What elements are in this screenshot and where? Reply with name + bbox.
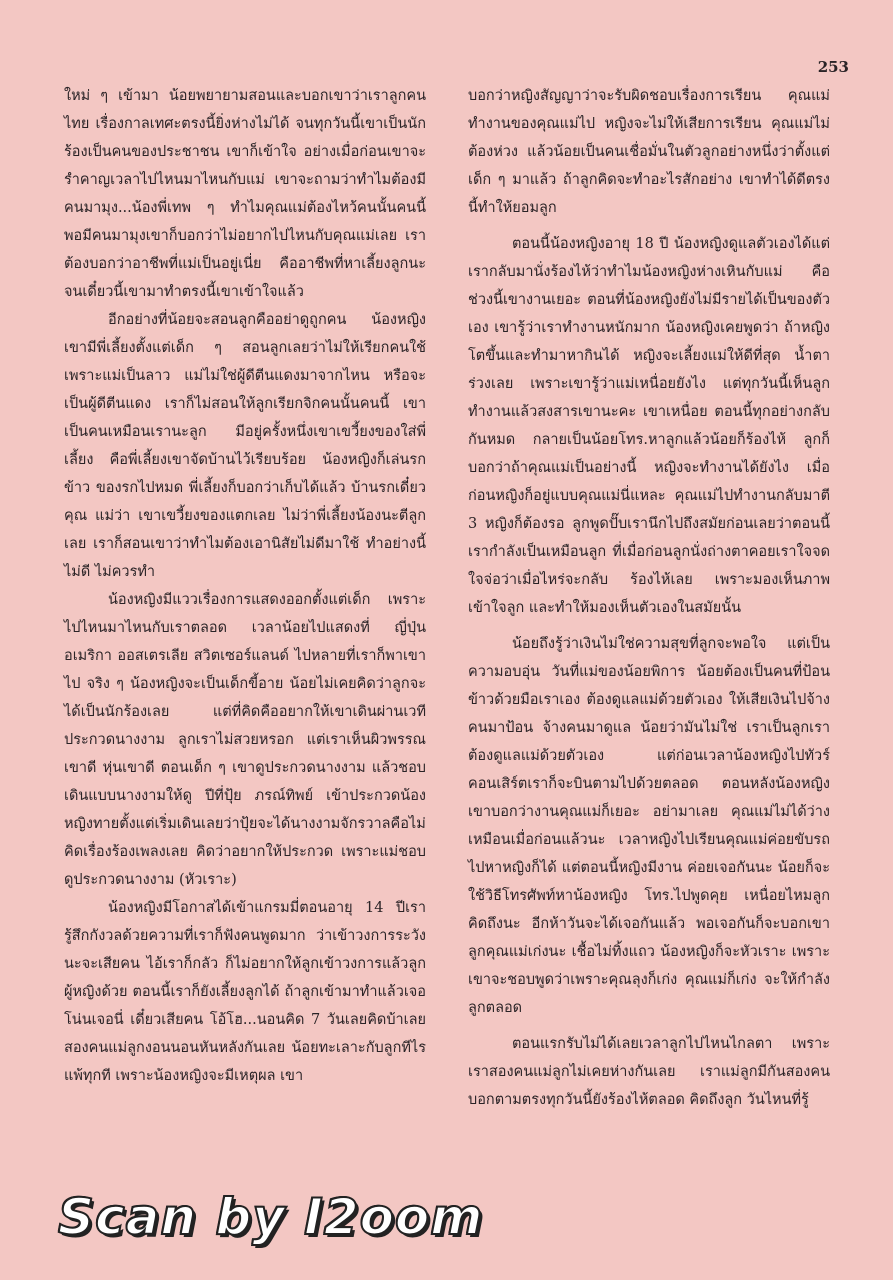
paragraph: ใหม่ ๆ เข้ามา น้อยพยายามสอนและบอกเขาว่าเราลูกคนไทย เรื่องกาลเทศะตรงนี้ยิ่งห่างไม่ได้ จนทุกวันนี้เขาเป็นนักร้องเป็นคนของประชาชน เขาก็เข้าใจ อย่างเมื่อก่อนเขาจะรำคาญเวลาไปไหนมาไหนกับแม่ เขาจะถามว่าทำไมต้องมีคนมามุง...น้องพี่เทพ ๆ ทำไมคุณแม่ต้องไหว้คนนั้นคนนี้ พอมีคนมามุงเขาก็บอกว่าไม่อยากไปไหนกับคุณแม่เลย เราต้องบอกว่าอาชีพที่แม่เป็นอยู่เนี่ย คืออาชีพที่หาเลี้ยงลูกนะ จนเดี๋ยวนี้เขามาทำตรงนี้เขาเข้าใจแล้ว bbox=[64, 88, 426, 300]
paragraph: ตอนแรกรับไม่ได้เลยเวลาลูกไปไหนไกลตา เพราะเราสองคนแม่ลูกไม่เคยห่างกันเลย เราแม่ลูกมีกันสองคนบอกตามตรงทุกวันนี้ยังร้องไห้ตลอด คิดถึงลูก วันไหนที่รู้ bbox=[468, 1036, 830, 1108]
right-column bbox=[468, 82, 830, 1114]
paragraph: อีกอย่างที่น้อยจะสอนลูกคืออย่าดูถูกคน น้องหญิงเขามีพี่เลี้ยงตั้งแต่เด็ก ๆ สอนลูกเลยว่าไม่ให้เรียกคนใช้เพราะแม่เป็นลาว แม่ไม่ใช่ผู้ดีตีนแดงมาจากไหน หรือจะเป็นผู้ดีตีนแดง เราก็ไม่สอนให้ลูกเรียกจิกคนนั้นคนนี้ เขาเป็นคนเหมือนเรานะลูก มีอยู่ครั้งหนึ่งเขาเขวี้ยงของใส่พี่เลี้ยง คือพี่เลี้ยงเขาจัดบ้านไว้เรียบร้อย น้องหญิงก็เล่นรกข้าว ของรกไปหมด พี่เลี้ยงก็บอกว่าเก็บได้แล้ว บ้านรกเดี๋ยวคุณ แม่ว่า เขาเขวี้ยงของแตกเลย ไม่ว่าพี่เลี้ยงน้องนะตีลูกเลย เราก็สอนเขาว่าทำไมต้องเอานิสัยไม่ดีมาใช้ ทำอย่างนี้ไม่ดี ไม่ควรทำ bbox=[64, 312, 426, 580]
paragraph: น้องหญิงมีโอกาสได้เข้าแกรมมี่ตอนอายุ 14 ปีเรารู้สึกกังวลด้วยความที่เราก็ฟังคนพูดมาก ว่าเข้าวงการระวังนะจะเสียคน ไอ้เราก็กลัว ก็ไม่อยากให้ลูกเข้าวงการแล้วลูกผู้หญิงด้วย ตอนนี้เราก็ยังเลี้ยงลูกได้ ถ้าลูกเข้ามาทำแล้วเจอโน่นเจอนี่ เดี๋ยวเสียคน โอ้โฮ...นอนคิด 7 วันเลยคิดบ้าเลย สองคนแม่ลูกงอนนอนหันหลังกันเลย น้อยทะเลาะกับลูกทีไรแพ้ทุกที เพราะน้องหญิงจะมีเหตุผล เขา bbox=[64, 900, 426, 1084]
paragraph: น้อยถึงรู้ว่าเงินไม่ใช่ความสุขที่ลูกจะพอใจ แต่เป็นความอบอุ่น วันที่แม่ของน้อยพิการ น้อยต้องเป็นคนที่ป้อนข้าวด้วยมือเราเอง ต้องดูแลแม่ด้วยตัวเอง ให้เสียเงินไปจ้างคนมาป้อน จ้างคนมาดูแล น้อยว่ามันไม่ใช่ เราเป็นลูกเราต้องดูแลแม่ด้วยตัวเอง แต่ก่อนเวลาน้องหญิงไปทัวร์คอนเสิร์ตเราก็จะบินตามไปด้วยตลอด ตอนหลังน้องหญิงเขาบอกว่างานคุณแม่ก็เยอะ อย่ามาเลย คุณแม่ไม่ได้ว่างเหมือนเมื่อก่อนแล้วนะ เวลาหญิงไปเรียนคุณแม่ค่อยขับรถไปหาหญิงก็ได้ แต่ตอนนี้หญิงมีงาน ค่อยเจอกันนะ น้อยก็จะใช้วิธีโทรศัพท์หาน้องหญิง โทร.ไปพูดคุย เหนื่อยไหมลูก คิดถึงนะ อีกห้าวันจะได้เจอกันแล้ว พอเจอกันก็จะบอกเขา ลูกคุณแม่เก่งนะ เชื้อไม่ทิ้งแถว น้องหญิงก็จะหัวเราะ เพราะเขาจะชอบพูดว่าเพราะคุณลุงก็เก่ง คุณแม่ก็เก่ง จะให้กำลังลูกตลอด bbox=[468, 636, 830, 1016]
page-number: 253 bbox=[817, 58, 849, 76]
paragraph: น้องหญิงมีแววเรื่องการแสดงออกตั้งแต่เด็ก เพราะไปไหนมาไหนกับเราตลอด เวลาน้อยไปแสดงที่ ญี่ปุ่น อเมริกา ออสเตรเลีย สวิตเซอร์แลนด์ ไปหลายที่เราก็พาเขาไป จริง ๆ น้องหญิงจะเป็นเด็กขี้อาย น้อยไม่เคยคิดว่าลูกจะได้เป็นนักร้องเลย แต่ที่คิดคืออยากให้เขาเดินผ่านเวทีประกวดนางงาม ลูกเราไม่สวยหรอก แต่เราเห็นผิวพรรณเขาดี หุ่นเขาดี ตอนเด็ก ๆ เขาดูประกวดนางงาม แล้วชอบเดินแบบนางงามให้ดู ปีที่ปุ้ย ภรณ์ทิพย์ เข้าประกวดน้องหญิงทายตั้งแต่เริ่มเดินเลยว่าปุ้ยจะได้นางงามจักรวาลคือไม่คิดเรื่องร้องเพลงเลย คิดว่าอยากให้ประกวด เพราะแม่ชอบดูประกวดนางงาม (หัวเราะ) bbox=[64, 592, 426, 888]
scan-watermark: Scan by I2oom bbox=[58, 1188, 484, 1246]
paragraph: ตอนนี้น้องหญิงอายุ 18 ปี น้องหญิงดูแลตัวเองได้แต่เรากลับมานั่งร้องไห้ว่าทำไมน้องหญิงห่างเหินกับแม่ คือช่วงนี้เขางานเยอะ ตอนที่น้องหญิงยังไม่มีรายได้เป็นของตัวเอง เขารู้ว่าเราทำงานหนักมาก น้องหญิงเคยพูดว่า ถ้าหญิงโตขึ้นและทำมาหากินได้ หญิงจะเลี้ยงแม่ให้ดีที่สุด น้ำตาร่วงเลย เพราะเขารู้ว่าแม่เหนื่อยยังไง แต่ทุกวันนี้เห็นลูกทำงานแล้วสงสารเขานะคะ เขาเหนื่อย ตอนนี้ทุกอย่างกลับกันหมด กลายเป็นน้อยโทร.หาลูกแล้วน้อยก็ร้องไห้ ลูกก็บอกว่าถ้าคุณแม่เป็นอย่างนี้ หญิงจะทำงานได้ยังไง เมื่อก่อนหญิงก็อยู่แบบคุณแม่นี่แหละ คุณแม่ไปทำงานกลับมาตี 3 หญิงก็ต้องรอ ลูกพูดปั๊บเรานึกไปถึงสมัยก่อนเลยว่าตอนนี้เรากำลังเป็นเหมือนลูก ที่เมื่อก่อนลูกนั่งถ่างตาคอยเราใจจดใจจ่อว่าเมื่อไหร่จะกลับ ร้องไห้เลย เพราะมองเห็นภาพเข้าใจลูก และทำให้มองเห็นตัวเองในสมัยนั้น bbox=[468, 236, 830, 616]
left-column bbox=[64, 82, 426, 1090]
paragraph: บอกว่าหญิงสัญญาว่าจะรับผิดชอบเรื่องการเรียน คุณแม่ทำงานของคุณแม่ไป หญิงจะไม่ให้เสียการเรียน คุณแม่ไม่ต้องห่วง แล้วน้อยเป็นคนเชื่อมั่นในตัวลูกอย่างหนึ่งว่าตั้งแต่เด็ก ๆ มาแล้ว ถ้าลูกคิดจะทำอะไรสักอย่าง เขาทำได้ดีตรงนี้ทำให้ยอมลูก bbox=[468, 88, 830, 216]
